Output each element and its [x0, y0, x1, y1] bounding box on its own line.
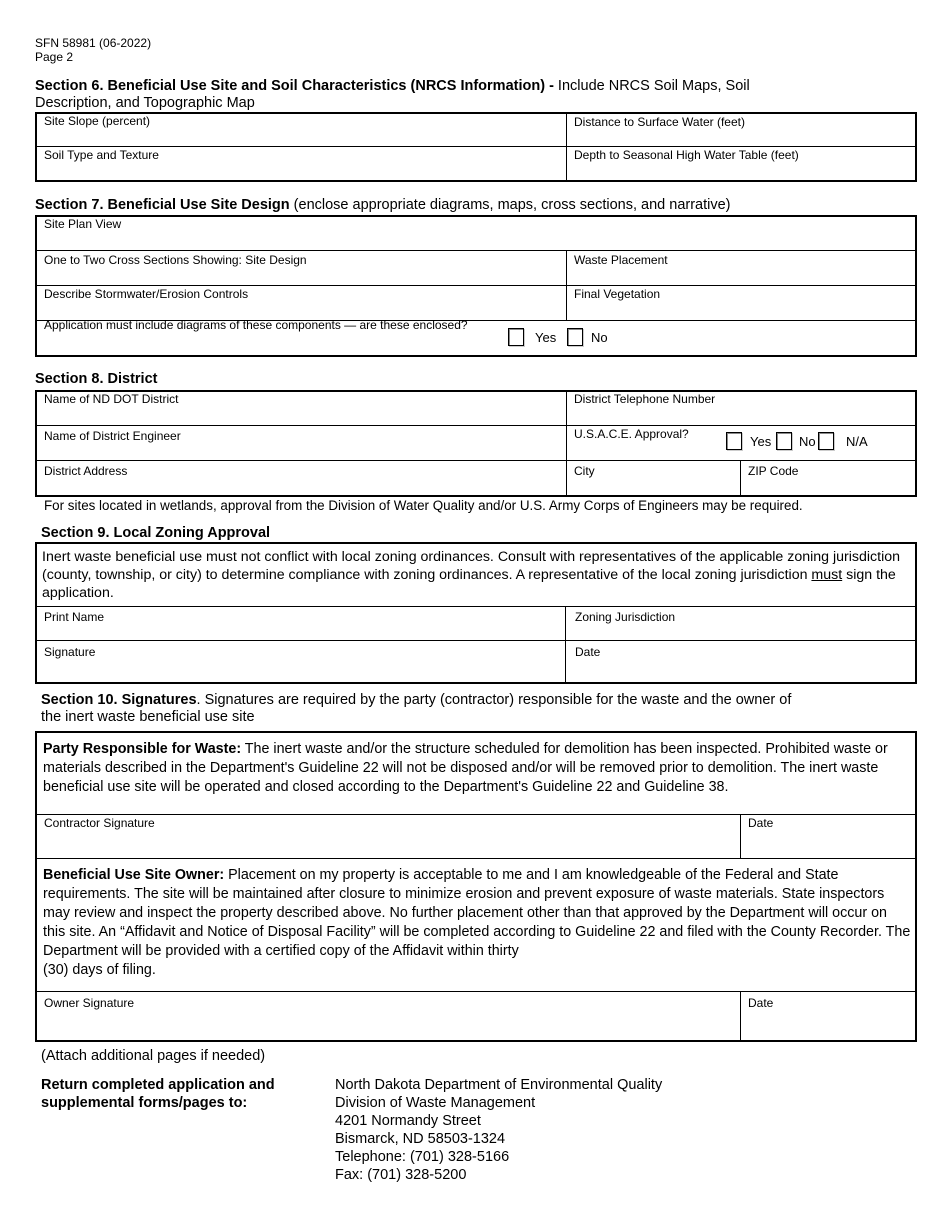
diagrams-yes-label: Yes — [535, 330, 557, 345]
waste-placement-field[interactable]: Waste Placement — [574, 253, 668, 267]
site-plan-view-field[interactable]: Site Plan View — [44, 217, 122, 231]
usace-no-checkbox[interactable] — [776, 432, 792, 450]
section6-table — [35, 112, 917, 182]
contractor-date-field[interactable]: Date — [748, 816, 774, 830]
zoning-jurisdiction-field[interactable]: Zoning Jurisdiction — [575, 610, 676, 624]
usace-approval-label: U.S.A.C.E. Approval? — [574, 427, 689, 441]
usace-yes-label: Yes — [750, 434, 772, 449]
site-slope-field[interactable]: Site Slope (percent) — [44, 114, 151, 128]
diagrams-question: Application must include diagrams of these components — are these enclosed? — [44, 318, 468, 332]
form-number: SFN 58981 (06-2022) — [35, 36, 152, 50]
usace-yes-checkbox[interactable] — [726, 432, 742, 450]
district-engineer-field[interactable]: Name of District Engineer — [44, 429, 181, 443]
district-address-field[interactable]: District Address — [44, 464, 128, 478]
usace-no-label: No — [799, 434, 816, 449]
section9-title: Section 9. Local Zoning Approval — [41, 525, 271, 541]
page-number: Page 2 — [35, 50, 74, 64]
usace-na-label: N/A — [846, 434, 868, 449]
section7-table — [35, 215, 917, 357]
party-responsible-statement: Party Responsible for Waste: The inert waste and/or the structure scheduled for demolition has been inspected. Prohibited waste or materials described in the Department's Guideline 22 will not be disposed and/or will be removed prior to demolition. The inert waste beneficial use site will be operated and closed according to the Department's Guideline 22 and Guideline 38. — [43, 741, 888, 795]
mailing-address: North Dakota Department of Environmental Quality Division of Waste Management 4201 Normandy Street Bismarck, ND 58503-1324 Telephone: (701) 328-5166 Fax: (701) 328-5200 — [335, 1077, 663, 1183]
section8-title: Section 8. District — [35, 371, 158, 387]
usace-na-checkbox[interactable] — [818, 432, 834, 450]
final-vegetation-field[interactable]: Final Vegetation — [574, 287, 661, 301]
contractor-signature-field[interactable]: Contractor Signature — [44, 816, 155, 830]
zip-field[interactable]: ZIP Code — [748, 464, 799, 478]
diagrams-yes-checkbox[interactable] — [508, 328, 524, 346]
return-instructions: Return completed application and supplemental forms/pages to: — [41, 1077, 275, 1111]
print-name-field[interactable]: Print Name — [44, 610, 105, 624]
diagrams-no-label: No — [591, 330, 608, 345]
distance-to-water-field[interactable]: Distance to Surface Water (feet) — [574, 115, 745, 129]
attach-note: (Attach additional pages if needed) — [41, 1048, 266, 1064]
section6-title: Section 6. Beneficial Use Site and Soil Characteristics (NRCS Information) - Include NRCS Soil Maps, Soil Description, and Topographic Map — [35, 78, 750, 111]
soil-type-field[interactable]: Soil Type and Texture — [44, 148, 159, 162]
stormwater-controls-field[interactable]: Describe Stormwater/Erosion Controls — [44, 287, 249, 301]
owner-statement: Beneficial Use Site Owner: Placement on my property is acceptable to me and I am knowledgeable of the Federal and State requirements. The site will be maintained after closure to minimize erosion and prevent exposure of waste materials. State inspectors may review and inspect the property described above. No further placement other than that approved by the Department will occur on this site. An “Affidavit and Notice of Disposal Facility” will be completed according to Guideline 22 and filed with the County Recorder. The Department will be provided with a certified copy of the Affidavit within thirty (30) days of filing. — [43, 867, 911, 978]
section10-title: Section 10. Signatures. Signatures are required by the party (contractor) responsible for the waste and the owner of the inert waste beneficial use site — [41, 692, 792, 725]
depth-water-table-field[interactable]: Depth to Seasonal High Water Table (feet) — [574, 148, 799, 162]
dot-district-field[interactable]: Name of ND DOT District — [44, 392, 179, 406]
section7-title: Section 7. Beneficial Use Site Design (enclose appropriate diagrams, maps, cross sections, and narrative) — [35, 197, 731, 213]
owner-signature-field[interactable]: Owner Signature — [44, 996, 135, 1010]
zoning-instructions: Inert waste beneficial use must not conflict with local zoning ordinances. Consult with representatives of the applicable zoning jurisdiction (county, township, or city) to determine compliance with zoning ordinances. A representative of the local zoning jurisdiction must sign the application. — [42, 549, 901, 601]
city-field[interactable]: City — [574, 464, 595, 478]
cross-sections-field[interactable]: One to Two Cross Sections Showing: Site Design — [44, 253, 307, 267]
district-phone-field[interactable]: District Telephone Number — [574, 392, 716, 406]
owner-date-field[interactable]: Date — [748, 996, 774, 1010]
zoning-date-field[interactable]: Date — [575, 645, 601, 659]
diagrams-no-checkbox[interactable] — [567, 328, 583, 346]
wetlands-note: For sites located in wetlands, approval from the Division of Water Quality and/or U.S. Army Corps of Engineers may be required. — [44, 498, 803, 513]
zoning-signature-field[interactable]: Signature — [44, 645, 96, 659]
